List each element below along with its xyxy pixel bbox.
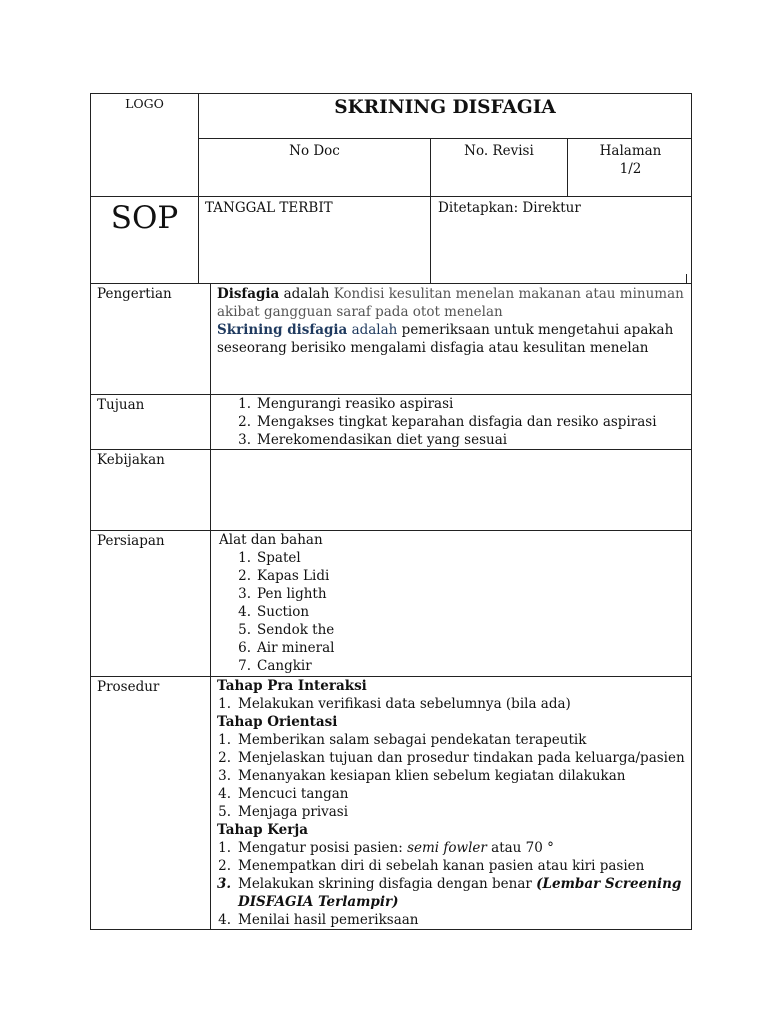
prosedur-content	[211, 677, 692, 930]
list-item: 2. Menjelaskan tujuan dan prosedur tindakan pada keluarga/pasien	[218, 750, 685, 766]
row-prosedur	[91, 677, 692, 930]
sop-document	[90, 93, 692, 930]
definition-skrining: pemeriksaan untuk mengetahui apakah seseorang berisiko mengalami disfagia atau kesulitan menelan	[217, 322, 674, 356]
ditetapkan-label: Ditetapkan: Direktur	[438, 200, 581, 216]
no-revisi-label: No. Revisi	[464, 143, 534, 159]
header-divider-tick	[686, 274, 687, 284]
list-item: 1. Mengatur posisi pasien: semi fowler atau 70 °	[218, 840, 554, 856]
list-item: 2. Menempatkan diri di sebelah kanan pasien atau kiri pasien	[218, 858, 645, 874]
document-header	[90, 93, 692, 283]
tujuan-label: Tujuan	[91, 395, 211, 450]
list-item: 6. Air mineral	[238, 640, 335, 656]
list-item: 2. Kapas Lidi	[238, 568, 330, 584]
tahap-pra-interaksi-title: Tahap Pra Interaksi	[217, 678, 367, 694]
header-divider-left	[198, 94, 199, 284]
tahap-kerja-title: Tahap Kerja	[217, 822, 308, 838]
tujuan-list	[217, 395, 685, 449]
pengertian-content	[211, 284, 692, 395]
list-item: 3. Merekomendasikan diet yang sesuai	[238, 432, 508, 448]
list-item: 2. Mengakses tingkat keparahan disfagia dan resiko aspirasi	[238, 414, 657, 430]
sop-label: SOP	[110, 200, 179, 236]
conj-adalah-2: adalah	[347, 322, 402, 338]
prosedur-label: Prosedur	[91, 677, 211, 930]
pengertian-label: Pengertian	[91, 284, 211, 395]
list-item: 5. Menjaga privasi	[218, 804, 349, 820]
list-item: 1. Melakukan verifikasi data sebelumnya (bila ada)	[218, 696, 571, 712]
persiapan-label: Persiapan	[91, 531, 211, 677]
term-disfagia: Disfagia	[217, 286, 280, 302]
list-item: 4. Mencuci tangan	[218, 786, 349, 802]
list-item: 3. Menanyakan kesiapan klien sebelum kegiatan dilakukan	[218, 768, 626, 784]
kebijakan-content	[211, 450, 692, 531]
logo-placeholder: LOGO	[125, 96, 164, 111]
row-pengertian	[91, 284, 692, 395]
definition-disfagia: Kondisi kesulitan menelan makanan atau minuman akibat gangguan saraf pada otot menelan	[217, 286, 684, 320]
list-item: 3. Melakukan skrining disfagia dengan benar (Lembar Screening DISFAGIA Terlampir)	[217, 876, 682, 910]
list-item: 1. Mengurangi reasiko aspirasi	[238, 396, 454, 412]
list-item: 5. Sendok the	[238, 622, 335, 638]
tanggal-terbit-label: TANGGAL TERBIT	[205, 200, 333, 216]
halaman-value: 1/2	[619, 161, 642, 177]
list-item: 4. Suction	[238, 604, 310, 620]
pra-interaksi-list	[217, 695, 685, 713]
list-item: 3. Pen lighth	[238, 586, 327, 602]
header-divider-title	[199, 138, 691, 139]
row-tujuan	[91, 395, 692, 450]
row-persiapan	[91, 531, 692, 677]
tahap-orientasi-title: Tahap Orientasi	[217, 714, 338, 730]
tujuan-content	[211, 395, 692, 450]
list-item: 4. Menilai hasil pemeriksaan	[218, 912, 419, 928]
kerja-list	[217, 839, 685, 929]
document-title: SKRINING DISFAGIA	[334, 97, 556, 118]
halaman-label: Halaman	[599, 143, 662, 159]
term-skrining-disfagia: Skrining disfagia	[217, 322, 348, 338]
conj-adalah-1: adalah	[279, 286, 334, 302]
kebijakan-label: Kebijakan	[91, 450, 211, 531]
header-divider-center	[430, 139, 431, 284]
header-divider-mid	[91, 196, 691, 197]
persiapan-heading: Alat dan bahan	[219, 532, 323, 548]
orientasi-list	[217, 731, 685, 821]
sop-content-table	[90, 283, 692, 930]
persiapan-content	[211, 531, 692, 677]
list-item: 1. Memberikan salam sebagai pendekatan terapeutik	[218, 732, 587, 748]
list-item: 7. Cangkir	[238, 658, 312, 674]
persiapan-list	[217, 549, 685, 675]
list-item: 1. Spatel	[238, 550, 301, 566]
no-doc-label: No Doc	[289, 143, 340, 159]
row-kebijakan	[91, 450, 692, 531]
